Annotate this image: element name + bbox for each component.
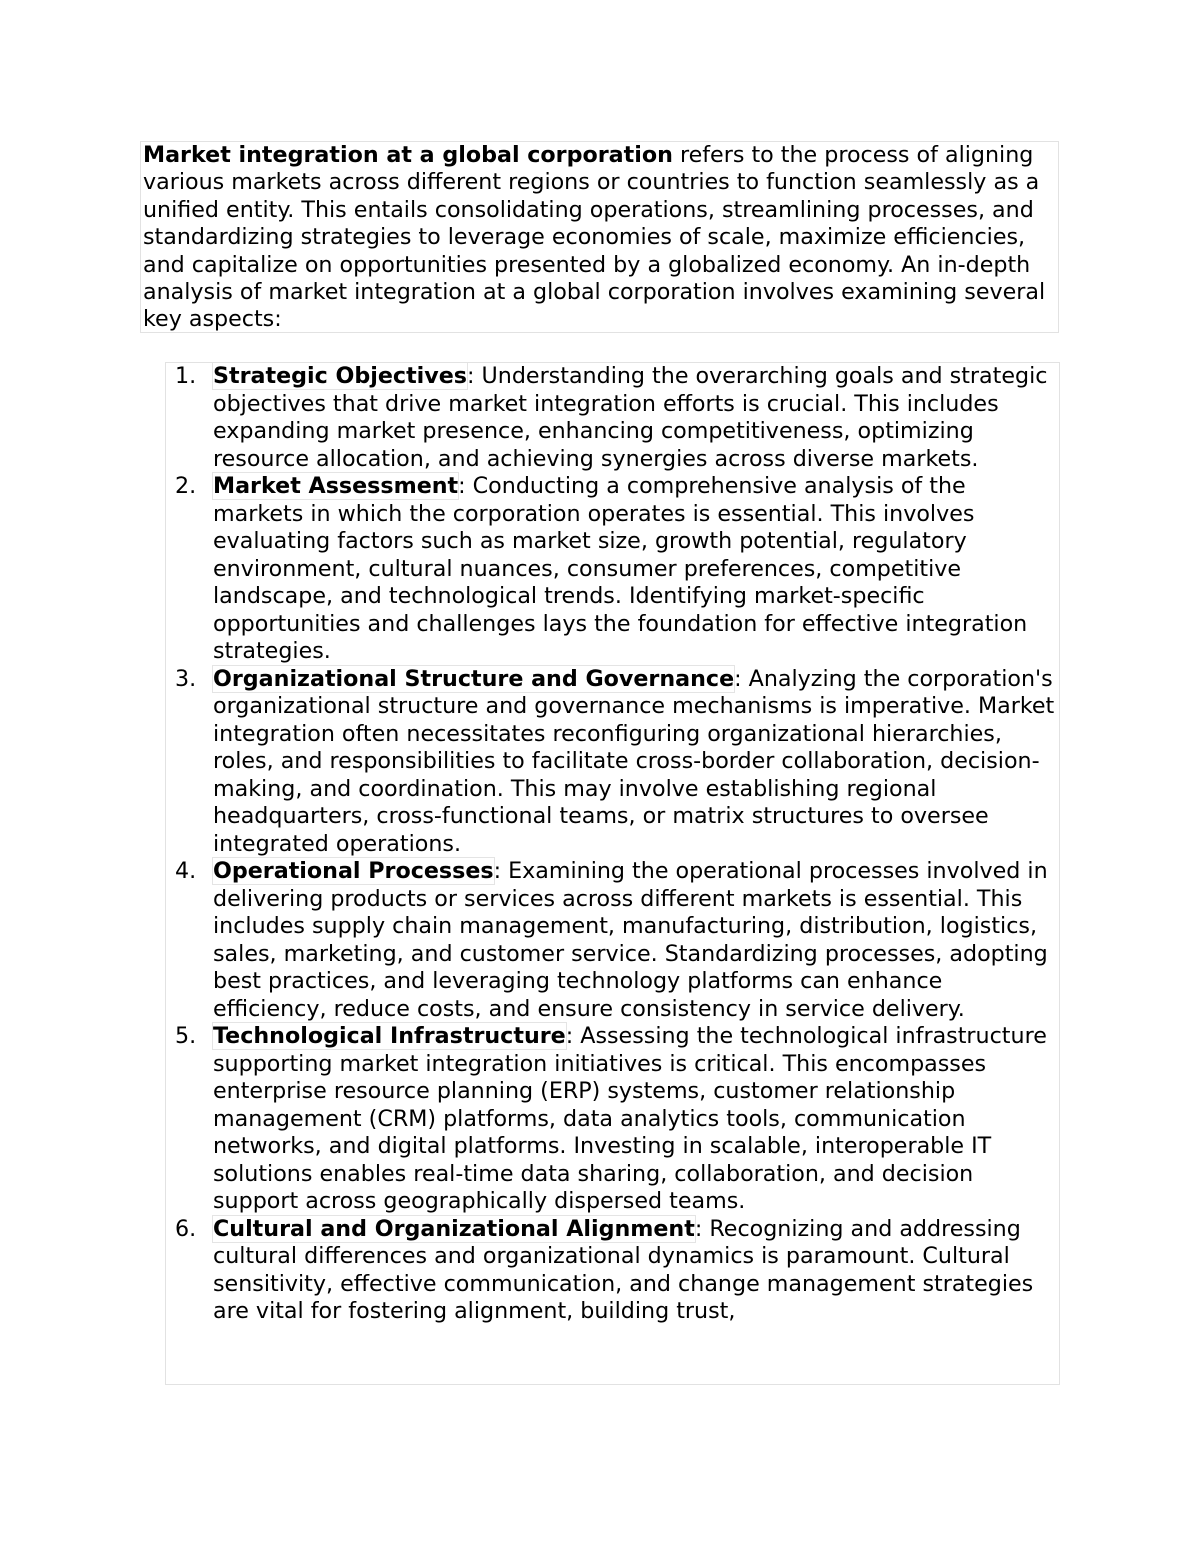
list-item	[166, 363, 1059, 473]
list-item-number: 3.	[175, 665, 197, 692]
list-item-number: 6.	[175, 1215, 197, 1242]
aspects-list	[166, 363, 1059, 1326]
list-item-term: Technological Infrastructure	[213, 1023, 566, 1049]
list-item	[166, 1023, 1059, 1216]
list-item-text: : Analyzing the corporation's organizational structure and governance mechanisms is imperative. Market integration often necessitates reconfiguring organizational hierarchies, roles, and responsibilities to facilitate cross-border collaboration, decision-making, and coordination. This may involve establishing regional headquarters, cross-functional teams, or matrix structures to oversee integrated operations.	[213, 665, 1055, 857]
list-item	[166, 1216, 1059, 1326]
list-item-text: : Recognizing and addressing cultural differences and organizational dynamics is paramount. Cultural sensitivity, effective communication, and change management strategies are vital for fostering alignment, building trust,	[213, 1215, 1034, 1324]
list-item-term: Strategic Objectives	[213, 363, 467, 389]
list-item-term: Cultural and Organizational Alignment	[213, 1215, 695, 1242]
aspects-list-box	[165, 362, 1060, 1385]
intro-paragraph-box	[140, 141, 1059, 333]
intro-lead-term: Market integration at a global corporation	[143, 142, 673, 168]
list-item-text: : Examining the operational processes involved in delivering products or services across different markets is essential. This includes supply chain management, manufacturing, distribution, logistics, sales, marketing, and customer service. Standardizing processes, adopting best practices, and leveraging technology platforms can enhance efficiency, reduce costs, and ensure consistency in service delivery.	[213, 858, 1048, 1022]
list-item-term: Operational Processes	[213, 858, 494, 884]
list-item	[166, 666, 1059, 859]
list-item	[166, 473, 1059, 666]
list-item-text: : Understanding the overarching goals and strategic objectives that drive market integration efforts is crucial. This includes expanding market presence, enhancing competitiveness, optimizing resource allocation, and achieving synergies across diverse markets.	[213, 363, 1048, 472]
intro-text: refers to the process of aligning various markets across different regions or countries to function seamlessly as a unified entity. This entails consolidating operations, streamlining processes, and standardizing strategies to leverage economies of scale, maximize efficiencies, and capitalize on opportunities presented by a globalized economy. An in-depth analysis of market integration at a global corporation involves examining several key aspects:	[143, 142, 1046, 333]
list-item-number: 1.	[175, 363, 197, 389]
list-item-term: Market Assessment	[213, 473, 459, 499]
list-item-number: 5.	[175, 1023, 197, 1049]
intro-paragraph	[143, 142, 1058, 333]
list-item-number: 4.	[175, 858, 197, 884]
list-item	[166, 858, 1059, 1023]
list-item-number: 2.	[175, 473, 197, 499]
list-item-term: Organizational Structure and Governance	[213, 665, 735, 692]
list-item-text: : Assessing the technological infrastructure supporting market integration initiatives is critical. This encompasses enterprise resource planning (ERP) systems, customer relationship management (CRM) platforms, data analytics tools, communication networks, and digital platforms. Investing in scalable, interoperable IT solutions enables real-time data sharing, collaboration, and decision support across geographically dispersed teams.	[213, 1023, 1047, 1214]
list-item-text: : Conducting a comprehensive analysis of the markets in which the corporation operates is essential. This involves evaluating factors such as market size, growth potential, regulatory environment, cultural nuances, consumer preferences, competitive landscape, and technological trends. Identifying market-specific opportunities and challenges lays the foundation for effective integration strategies.	[213, 473, 1028, 664]
